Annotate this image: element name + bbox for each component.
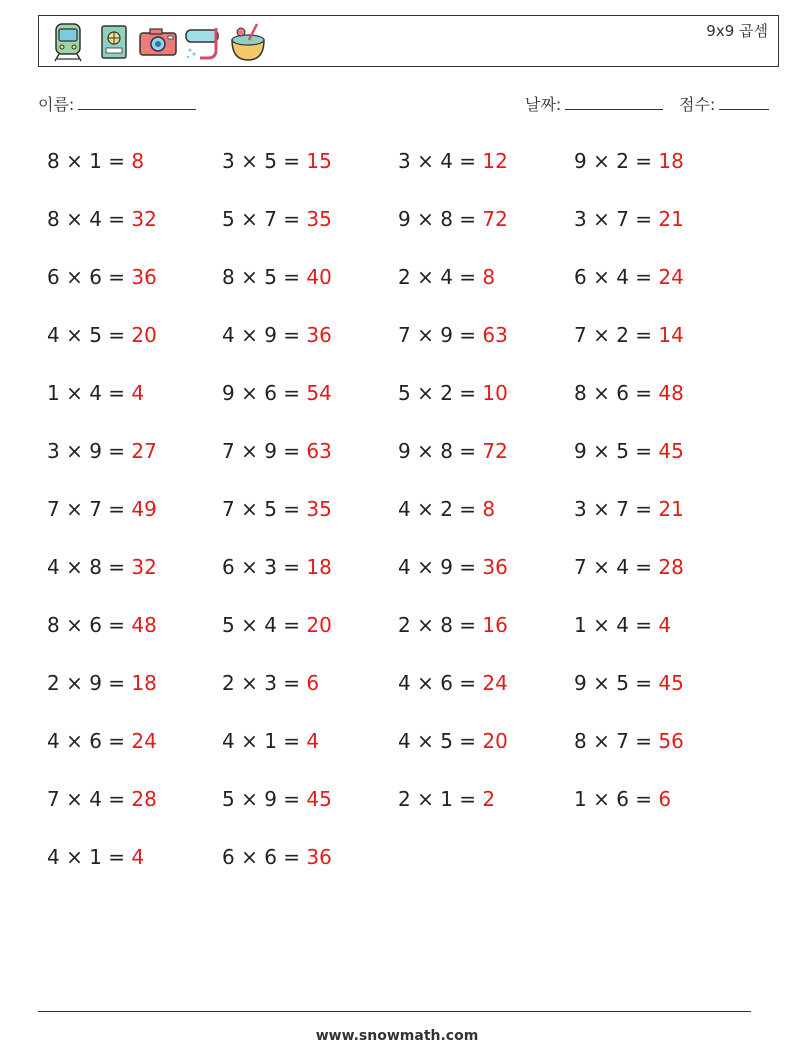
worksheet-header <box>38 15 779 67</box>
problem-answer: 18 <box>131 671 157 695</box>
coconut-drink-icon <box>227 20 269 64</box>
problem-item <box>222 844 332 870</box>
name-blank-line[interactable] <box>78 95 196 110</box>
problem-question: 8 × 4 = <box>47 207 132 231</box>
problem-question: 9 × 8 = <box>398 207 483 231</box>
problem-item <box>222 786 332 812</box>
problem-answer: 10 <box>482 381 508 405</box>
problem-item <box>222 380 332 406</box>
problem-answer: 6 <box>306 671 320 695</box>
problem-item <box>222 670 319 696</box>
problem-item <box>47 322 157 348</box>
problem-question: 3 × 7 = <box>574 497 659 521</box>
problem-question: 7 × 5 = <box>222 497 307 521</box>
footer-site: www.snowmath.com <box>315 1028 479 1044</box>
problem-answer: 8 <box>482 497 496 521</box>
problem-answer: 32 <box>131 555 157 579</box>
problem-answer: 24 <box>131 729 157 753</box>
problem-answer: 35 <box>306 207 332 231</box>
problem-item <box>47 554 157 580</box>
problem-answer: 36 <box>482 555 508 579</box>
problem-item <box>222 322 332 348</box>
score-blank-line[interactable] <box>719 95 769 110</box>
problem-item <box>222 438 332 464</box>
problem-answer: 36 <box>306 845 332 869</box>
problem-question: 2 × 8 = <box>398 613 483 637</box>
problem-answer: 63 <box>482 323 508 347</box>
problem-question: 5 × 2 = <box>398 381 483 405</box>
problem-answer: 45 <box>306 787 332 811</box>
problem-question: 7 × 2 = <box>574 323 659 347</box>
problem-question: 8 × 6 = <box>574 381 659 405</box>
problem-question: 5 × 4 = <box>222 613 307 637</box>
problem-answer: 72 <box>482 439 508 463</box>
problem-item <box>574 554 684 580</box>
problem-answer: 28 <box>131 787 157 811</box>
problem-answer: 8 <box>131 149 145 173</box>
problem-answer: 4 <box>658 613 672 637</box>
problem-answer: 56 <box>658 729 684 753</box>
problem-answer: 36 <box>131 265 157 289</box>
problem-question: 3 × 5 = <box>222 149 307 173</box>
problem-question: 6 × 6 = <box>222 845 307 869</box>
problem-item <box>222 728 319 754</box>
problem-question: 9 × 2 = <box>574 149 659 173</box>
problem-question: 2 × 1 = <box>398 787 483 811</box>
problem-item <box>47 148 144 174</box>
score-label: 점수: <box>679 95 716 114</box>
date-blank-line[interactable] <box>565 95 663 110</box>
problem-answer: 20 <box>482 729 508 753</box>
problem-question: 9 × 5 = <box>574 671 659 695</box>
problem-question: 7 × 9 = <box>398 323 483 347</box>
problem-question: 6 × 3 = <box>222 555 307 579</box>
problem-item <box>222 496 332 522</box>
problem-item <box>47 496 157 522</box>
problem-item <box>47 670 157 696</box>
problem-answer: 24 <box>482 671 508 695</box>
worksheet-title: 9x9 곱셈 <box>706 22 768 40</box>
problem-answer: 24 <box>658 265 684 289</box>
problem-item <box>398 670 508 696</box>
date-label: 날짜: <box>525 95 562 114</box>
problem-answer: 21 <box>658 207 684 231</box>
problem-item <box>574 380 684 406</box>
problem-item <box>222 148 332 174</box>
problem-question: 2 × 3 = <box>222 671 307 695</box>
problem-question: 2 × 9 = <box>47 671 132 695</box>
date-field <box>525 92 663 115</box>
snorkel-icon <box>182 20 224 64</box>
problem-question: 9 × 6 = <box>222 381 307 405</box>
problem-item <box>574 728 684 754</box>
problem-question: 1 × 4 = <box>574 613 659 637</box>
problem-item <box>47 612 157 638</box>
problem-answer: 4 <box>131 381 145 405</box>
problem-question: 6 × 6 = <box>47 265 132 289</box>
problem-answer: 63 <box>306 439 332 463</box>
problem-item <box>47 206 157 232</box>
problem-question: 1 × 6 = <box>574 787 659 811</box>
problem-question: 4 × 9 = <box>222 323 307 347</box>
footer-divider <box>38 1011 751 1012</box>
problem-item <box>398 264 495 290</box>
problem-answer: 28 <box>658 555 684 579</box>
problem-answer: 54 <box>306 381 332 405</box>
problem-question: 4 × 6 = <box>47 729 132 753</box>
problem-question: 5 × 7 = <box>222 207 307 231</box>
problem-question: 9 × 8 = <box>398 439 483 463</box>
problem-question: 4 × 2 = <box>398 497 483 521</box>
problem-item <box>222 612 332 638</box>
problem-answer: 72 <box>482 207 508 231</box>
problem-answer: 27 <box>131 439 157 463</box>
problem-item <box>47 438 157 464</box>
problem-item <box>574 322 684 348</box>
score-field <box>679 92 769 115</box>
problem-question: 4 × 8 = <box>47 555 132 579</box>
name-label: 이름: <box>38 95 75 114</box>
problem-item <box>398 206 508 232</box>
camera-icon <box>137 20 179 64</box>
problem-answer: 4 <box>306 729 320 753</box>
problem-question: 7 × 4 = <box>574 555 659 579</box>
problem-answer: 6 <box>658 787 672 811</box>
problem-answer: 14 <box>658 323 684 347</box>
problem-answer: 20 <box>131 323 157 347</box>
problem-question: 4 × 1 = <box>222 729 307 753</box>
problem-question: 4 × 1 = <box>47 845 132 869</box>
problem-item <box>574 786 671 812</box>
problem-answer: 8 <box>482 265 496 289</box>
problem-question: 8 × 5 = <box>222 265 307 289</box>
problem-item <box>47 844 144 870</box>
problem-answer: 2 <box>482 787 496 811</box>
problem-question: 8 × 1 = <box>47 149 132 173</box>
problem-item <box>398 612 508 638</box>
problem-question: 7 × 7 = <box>47 497 132 521</box>
problem-question: 4 × 6 = <box>398 671 483 695</box>
problem-item <box>47 786 157 812</box>
problem-answer: 48 <box>131 613 157 637</box>
problem-item <box>398 148 508 174</box>
problem-question: 4 × 5 = <box>47 323 132 347</box>
problem-answer: 4 <box>131 845 145 869</box>
train-icon <box>47 20 89 64</box>
problem-item <box>47 728 157 754</box>
problem-item <box>222 264 332 290</box>
problem-item <box>222 206 332 232</box>
passport-icon <box>92 20 134 64</box>
problem-answer: 18 <box>658 149 684 173</box>
problem-question: 1 × 4 = <box>47 381 132 405</box>
problem-question: 2 × 4 = <box>398 265 483 289</box>
problem-answer: 45 <box>658 439 684 463</box>
problem-answer: 49 <box>131 497 157 521</box>
problem-question: 6 × 4 = <box>574 265 659 289</box>
problem-question: 4 × 9 = <box>398 555 483 579</box>
problem-question: 3 × 7 = <box>574 207 659 231</box>
problem-answer: 32 <box>131 207 157 231</box>
problem-answer: 48 <box>658 381 684 405</box>
problem-question: 4 × 5 = <box>398 729 483 753</box>
problem-item <box>222 554 332 580</box>
name-field <box>38 92 196 115</box>
problem-answer: 40 <box>306 265 332 289</box>
problem-item <box>398 322 508 348</box>
problem-answer: 20 <box>306 613 332 637</box>
problem-answer: 12 <box>482 149 508 173</box>
problem-answer: 35 <box>306 497 332 521</box>
problem-item <box>398 554 508 580</box>
problem-question: 7 × 9 = <box>222 439 307 463</box>
problem-item <box>47 380 144 406</box>
problem-answer: 45 <box>658 671 684 695</box>
problem-answer: 15 <box>306 149 332 173</box>
problem-item <box>47 264 157 290</box>
problem-item <box>398 496 495 522</box>
problem-item <box>398 380 508 406</box>
problem-item <box>574 438 684 464</box>
header-icons <box>47 20 272 64</box>
problem-item <box>574 206 684 232</box>
problem-question: 9 × 5 = <box>574 439 659 463</box>
problem-item <box>398 786 495 812</box>
problem-item <box>574 264 684 290</box>
problem-question: 8 × 7 = <box>574 729 659 753</box>
problem-answer: 36 <box>306 323 332 347</box>
problem-item <box>574 670 684 696</box>
problem-answer: 21 <box>658 497 684 521</box>
problem-answer: 16 <box>482 613 508 637</box>
problem-answer: 18 <box>306 555 332 579</box>
problem-item <box>398 438 508 464</box>
problem-question: 8 × 6 = <box>47 613 132 637</box>
problem-item <box>574 148 684 174</box>
problem-item <box>574 612 671 638</box>
problem-item <box>398 728 508 754</box>
problem-question: 7 × 4 = <box>47 787 132 811</box>
problem-question: 5 × 9 = <box>222 787 307 811</box>
problem-question: 3 × 9 = <box>47 439 132 463</box>
problem-item <box>574 496 684 522</box>
problem-question: 3 × 4 = <box>398 149 483 173</box>
